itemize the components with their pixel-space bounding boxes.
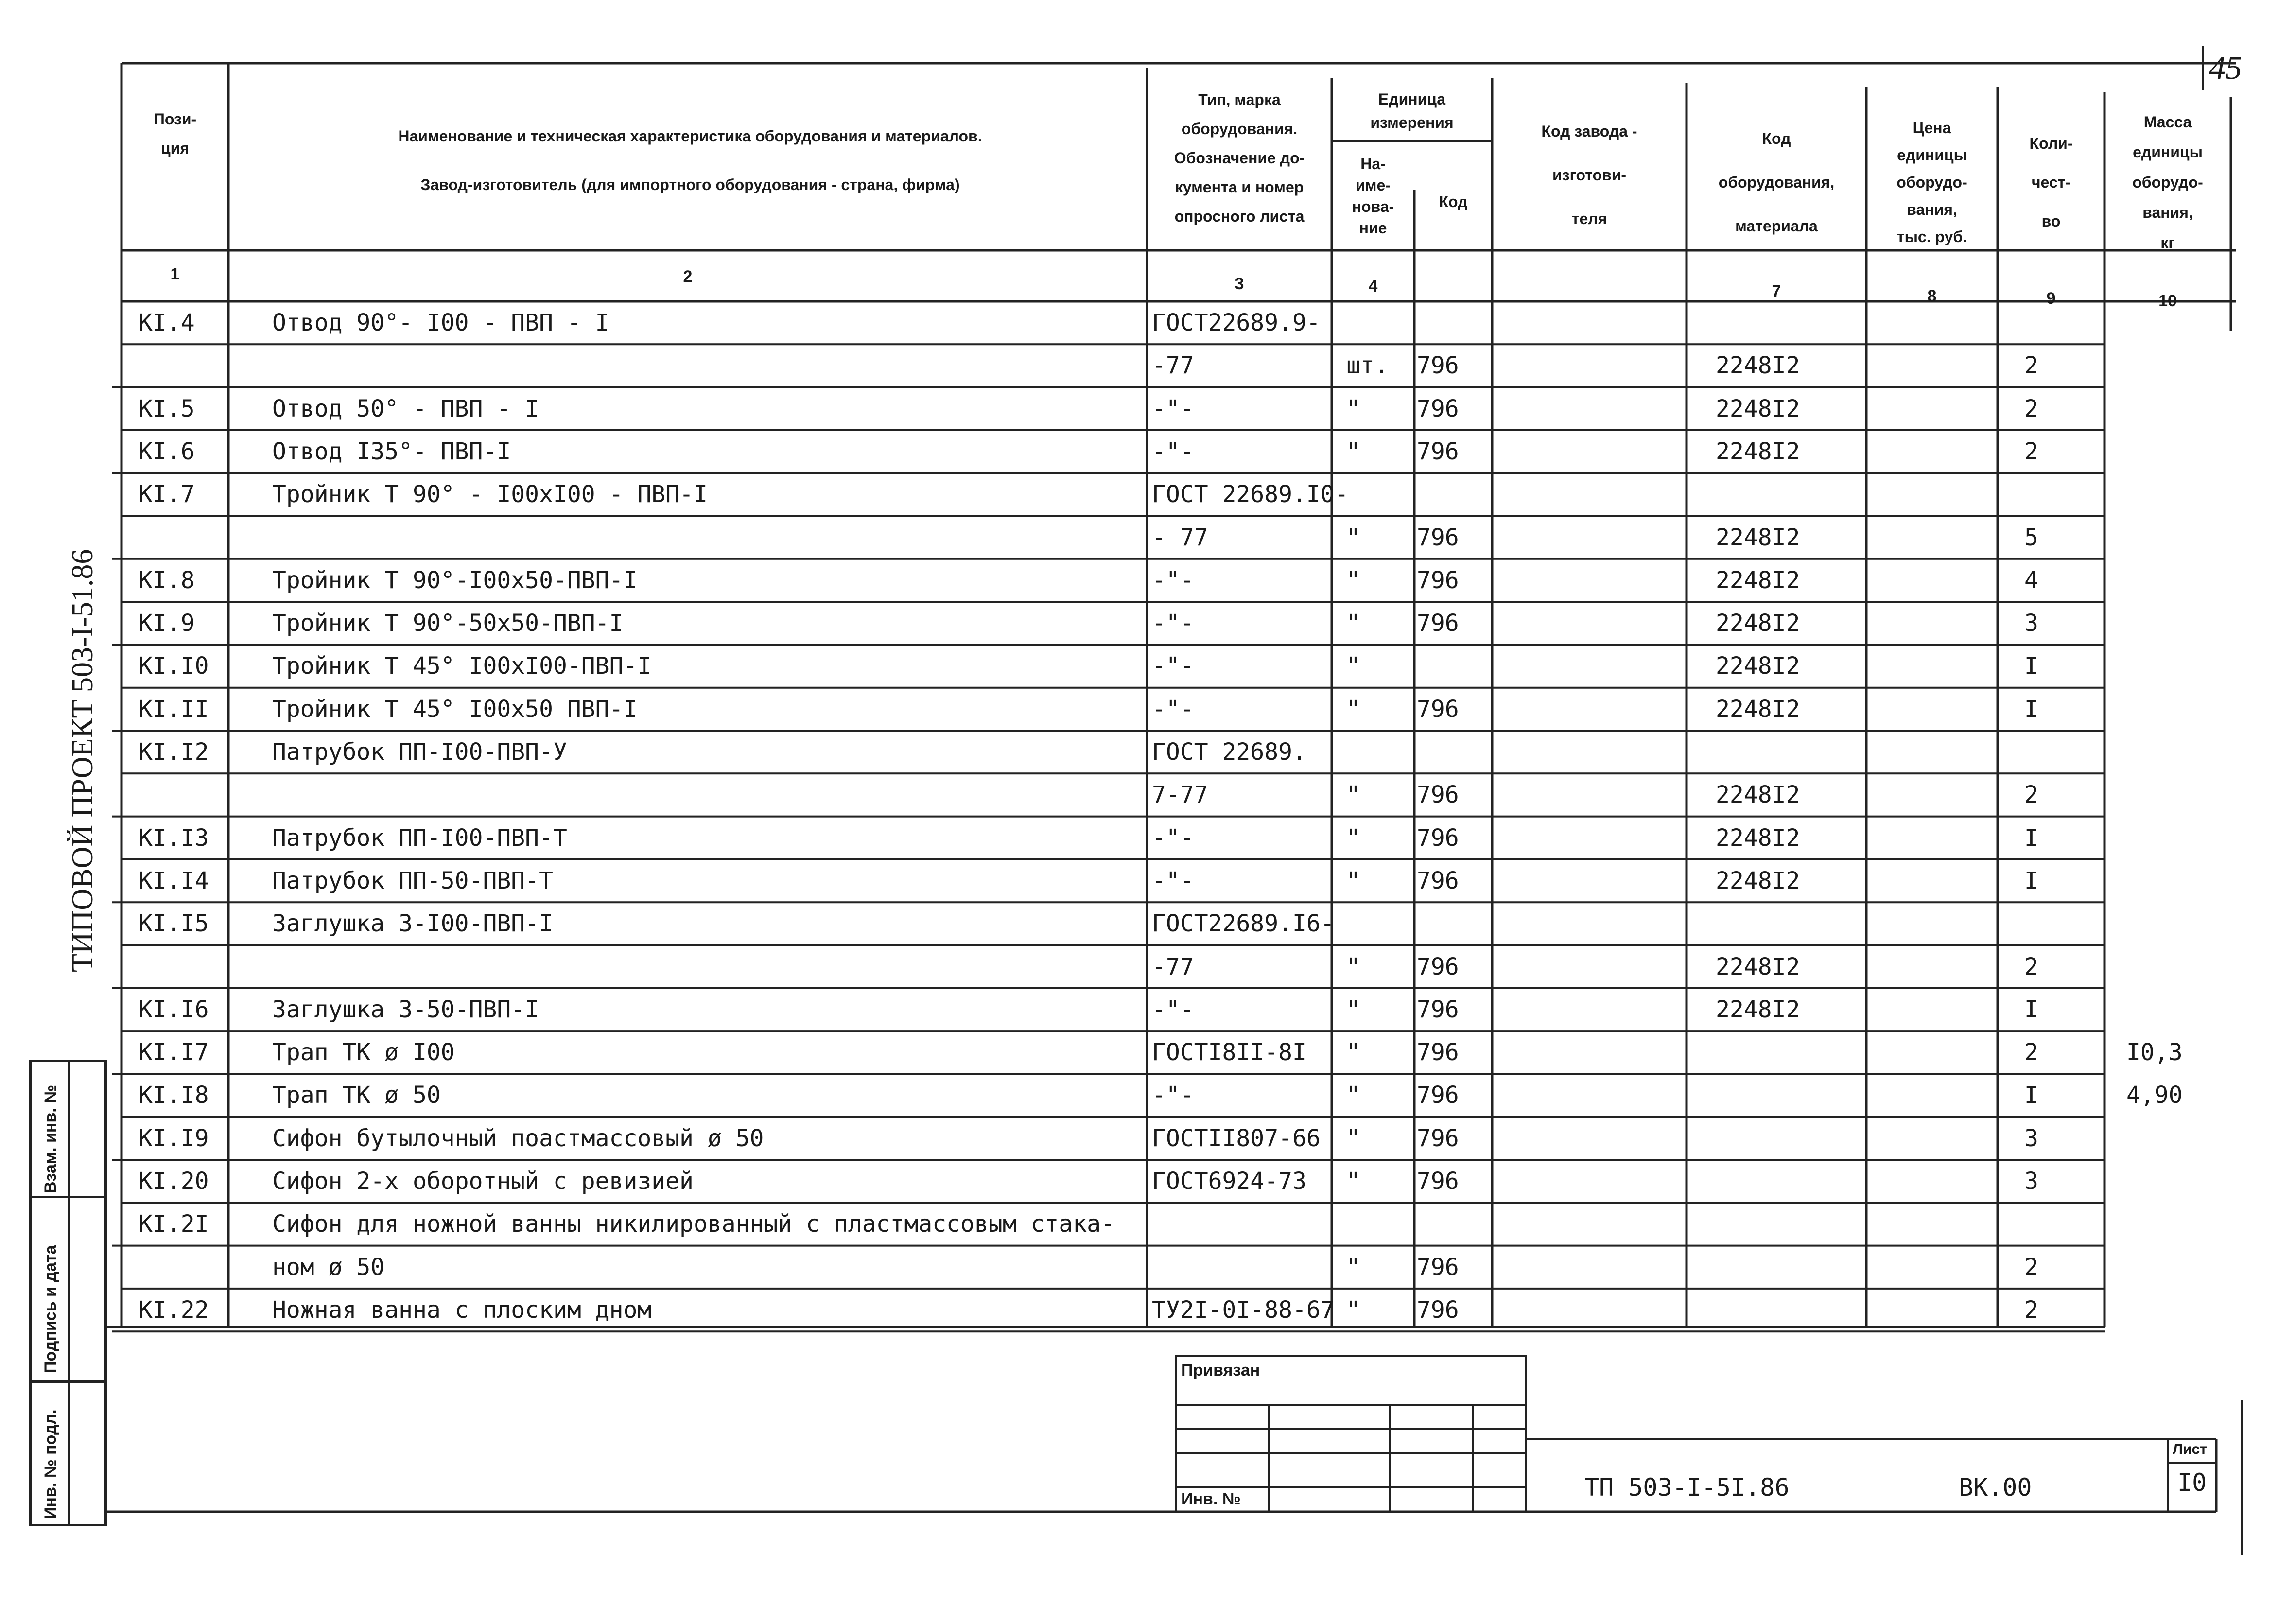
row-code: 796	[1417, 781, 1459, 809]
col-number: 7	[1772, 282, 1781, 300]
row-unit: "	[1346, 824, 1360, 852]
row-position: KI.5	[139, 395, 195, 422]
row-name: Отвод 90°- I00 - ПВП - I	[272, 309, 609, 336]
row-name: Отвод I35°- ПВП-I	[272, 437, 511, 465]
stamp-sheet-number: I0	[2177, 1468, 2207, 1497]
row-quantity: 3	[2024, 1124, 2038, 1152]
row-quantity: 2	[2024, 1039, 2038, 1066]
row-mass: 4,90	[2126, 1082, 2183, 1109]
row-quantity: I	[2024, 695, 2038, 723]
row-code: 796	[1417, 1039, 1459, 1066]
row-position: KI.8	[139, 566, 195, 594]
row-name: Трап ТК ø 50	[272, 1082, 441, 1109]
row-code: 796	[1417, 695, 1459, 723]
row-unit: "	[1346, 610, 1360, 637]
row-doc: -"-	[1152, 395, 1194, 422]
row-item-code: 2248I2	[1716, 953, 1800, 980]
header-item-code: Код оборудования, материала	[1718, 130, 1835, 235]
col-number: 8	[1927, 287, 1937, 305]
header-factory-code: Код завода - изготови- теля	[1541, 122, 1637, 227]
row-item-code: 2248I2	[1716, 824, 1800, 852]
row-doc: -"-	[1152, 996, 1194, 1023]
stamp-privyazan: Привязан	[1181, 1361, 1260, 1380]
row-doc: ГОСТ 22689.I0-	[1152, 481, 1349, 508]
row-unit: "	[1346, 1296, 1360, 1324]
row-item-code: 2248I2	[1716, 352, 1800, 380]
row-name: Ножная ванна с плоским дном	[272, 1296, 652, 1324]
row-unit: "	[1346, 695, 1360, 723]
row-doc: ГОСТ22689.9-	[1152, 309, 1321, 336]
row-position: KI.4	[139, 309, 195, 336]
row-code: 796	[1417, 996, 1459, 1023]
row-name: Трап ТК ø I00	[272, 1039, 455, 1066]
col-number: 4	[1368, 277, 1378, 296]
row-name: Отвод 50° - ПВП - I	[272, 395, 539, 422]
row-code: 796	[1417, 437, 1459, 465]
row-position: KI.I2	[139, 738, 209, 766]
side-label-vzam: Взам. инв. №	[41, 1084, 60, 1193]
row-unit: "	[1346, 781, 1360, 809]
col-number: 9	[2046, 289, 2056, 308]
col-number: 2	[683, 267, 693, 286]
row-doc: ГОСТI8II-8I	[1152, 1039, 1306, 1066]
row-name: Патрубок ПП-I00-ПВП-У	[272, 738, 567, 766]
stamp-mark: ВК.00	[1959, 1473, 2032, 1502]
header-unit-code: Код	[1439, 193, 1468, 210]
row-quantity: 2	[2024, 781, 2038, 809]
row-name: Тройник Т 45° I00xI00-ПВП-I	[272, 652, 652, 680]
row-quantity: 2	[2024, 1253, 2038, 1281]
row-code: 796	[1417, 1082, 1459, 1109]
row-unit: "	[1346, 437, 1360, 465]
header-name: Наименование и техническая характеристика оборудования и материалов. Завод-изготовитель (для импортного оборудования - страна, фирма)	[398, 127, 982, 193]
row-item-code: 2248I2	[1716, 566, 1800, 594]
row-item-code: 2248I2	[1716, 867, 1800, 894]
row-position: KI.6	[139, 437, 195, 465]
row-code: 796	[1417, 867, 1459, 894]
row-position: KI.I9	[139, 1124, 209, 1152]
row-doc: -77	[1152, 352, 1194, 380]
row-code: 796	[1417, 824, 1459, 852]
row-quantity: 3	[2024, 610, 2038, 637]
row-unit: "	[1346, 652, 1360, 680]
row-position: KI.2I	[139, 1210, 209, 1238]
row-code: 796	[1417, 610, 1459, 637]
row-name: Тройник Т 90°-50x50-ПВП-I	[272, 610, 624, 637]
stamp-inv-no: Инв. №	[1181, 1490, 1241, 1508]
stamp-doc-code: ТП 503-I-5I.86	[1584, 1473, 1790, 1502]
header-price: Цена единицы оборудо- вания, тыс. руб.	[1896, 119, 1967, 245]
row-code: 796	[1417, 1168, 1459, 1195]
row-item-code: 2248I2	[1716, 695, 1800, 723]
row-unit: "	[1346, 395, 1360, 422]
row-item-code: 2248I2	[1716, 610, 1800, 637]
row-doc: -"-	[1152, 652, 1194, 680]
row-unit: "	[1346, 524, 1360, 551]
row-name: Заглушка З-50-ПВП-I	[272, 996, 539, 1023]
row-doc: ГОСТ 22689.	[1152, 738, 1306, 766]
row-position: KI.II	[139, 695, 209, 723]
row-doc: -77	[1152, 953, 1194, 980]
col-number: 1	[170, 265, 180, 283]
header-mass: Масса единицы оборудо- вания, кг	[2132, 113, 2203, 251]
row-unit: "	[1346, 1039, 1360, 1066]
row-name: Сифон для ножной ванны никилированный с пластмассовым стака-	[272, 1210, 1115, 1238]
row-quantity: I	[2024, 996, 2038, 1023]
row-doc: - 77	[1152, 524, 1208, 551]
row-doc: ТУ2I-0I-88-67	[1152, 1296, 1335, 1324]
row-item-code: 2248I2	[1716, 996, 1800, 1023]
header-unit: Единица измерения	[1370, 90, 1454, 131]
row-quantity: 2	[2024, 437, 2038, 465]
row-doc: -"-	[1152, 437, 1194, 465]
header-quantity: Коли- чест- во	[2029, 135, 2073, 230]
row-doc: -"-	[1152, 867, 1194, 894]
header-position: Пози- ция	[153, 110, 197, 157]
row-quantity: 2	[2024, 1296, 2038, 1324]
row-unit: шт.	[1346, 352, 1389, 380]
side-label-inv-no: Инв. № подл.	[41, 1409, 60, 1519]
row-name: Заглушка З-I00-ПВП-I	[272, 910, 553, 938]
stamp-sheet-label: Лист	[2173, 1441, 2207, 1457]
row-position: KI.9	[139, 610, 195, 637]
row-doc: -"-	[1152, 566, 1194, 594]
row-code: 796	[1417, 352, 1459, 380]
row-name: Патрубок ПП-I00-ПВП-Т	[272, 824, 567, 852]
row-doc: 7-77	[1152, 781, 1208, 809]
row-unit: "	[1346, 1168, 1360, 1195]
row-position: KI.20	[139, 1168, 209, 1195]
row-name: ном ø 50	[272, 1253, 385, 1281]
page-number: 45	[2209, 49, 2242, 86]
row-quantity: I	[2024, 824, 2038, 852]
row-quantity: 4	[2024, 566, 2038, 594]
row-quantity: 2	[2024, 395, 2038, 422]
row-item-code: 2248I2	[1716, 437, 1800, 465]
row-name: Тройник Т 45° I00x50 ПВП-I	[272, 695, 638, 723]
row-position: KI.7	[139, 481, 195, 508]
row-position: KI.I7	[139, 1039, 209, 1066]
row-mass: I0,3	[2126, 1039, 2183, 1066]
row-quantity: 2	[2024, 352, 2038, 380]
row-position: KI.I6	[139, 996, 209, 1023]
row-quantity: 5	[2024, 524, 2038, 551]
row-unit: "	[1346, 1253, 1360, 1281]
row-unit: "	[1346, 1124, 1360, 1152]
row-name: Тройник Т 90°-I00x50-ПВП-I	[272, 566, 638, 594]
row-doc: -"-	[1152, 824, 1194, 852]
row-doc: -"-	[1152, 610, 1194, 637]
row-unit: "	[1346, 953, 1360, 980]
row-unit: "	[1346, 566, 1360, 594]
row-position: KI.I3	[139, 824, 209, 852]
row-position: KI.I8	[139, 1082, 209, 1109]
header-type: Тип, марка оборудования. Обозначение до- кумента и номер опросного листа	[1174, 91, 1305, 225]
row-name: Патрубок ПП-50-ПВП-Т	[272, 867, 553, 894]
row-doc: ГОСТII807-66	[1152, 1124, 1321, 1152]
row-code: 796	[1417, 953, 1459, 980]
row-item-code: 2248I2	[1716, 395, 1800, 422]
col-number: 10	[2158, 292, 2177, 310]
row-code: 796	[1417, 1296, 1459, 1324]
header-unit-name: На- име- нова- ние	[1352, 155, 1394, 237]
row-code: 796	[1417, 1124, 1459, 1152]
row-quantity: 3	[2024, 1168, 2038, 1195]
row-item-code: 2248I2	[1716, 652, 1800, 680]
row-position: KI.I0	[139, 652, 209, 680]
row-unit: "	[1346, 867, 1360, 894]
row-quantity: I	[2024, 652, 2038, 680]
row-quantity: I	[2024, 867, 2038, 894]
row-doc: -"-	[1152, 695, 1194, 723]
row-position: KI.I4	[139, 867, 209, 894]
row-item-code: 2248I2	[1716, 781, 1800, 809]
row-code: 796	[1417, 566, 1459, 594]
row-name: Тройник Т 90° - I00xI00 - ПВП-I	[272, 481, 708, 508]
row-item-code: 2248I2	[1716, 524, 1800, 551]
row-code: 796	[1417, 395, 1459, 422]
col-number: 3	[1235, 275, 1244, 293]
row-name: Сифон бутылочный поастмассовый ø 50	[272, 1124, 764, 1152]
row-doc: ГОСТ6924-73	[1152, 1168, 1306, 1195]
row-unit: "	[1346, 1082, 1360, 1109]
row-position: KI.I5	[139, 910, 209, 938]
row-doc: ГОСТ22689.I6-	[1152, 910, 1335, 938]
row-code: 796	[1417, 1253, 1459, 1281]
row-unit: "	[1346, 996, 1360, 1023]
row-quantity: 2	[2024, 953, 2038, 980]
row-code: 796	[1417, 524, 1459, 551]
row-quantity: I	[2024, 1082, 2038, 1109]
project-title-vertical: ТИПОВОЙ ПРОЕКТ 503-I-51.86	[66, 549, 99, 972]
row-name: Сифон 2-х оборотный с ревизией	[272, 1168, 694, 1195]
row-doc: -"-	[1152, 1082, 1194, 1109]
side-label-sign: Подпись и дата	[41, 1245, 60, 1373]
row-position: KI.22	[139, 1296, 209, 1324]
